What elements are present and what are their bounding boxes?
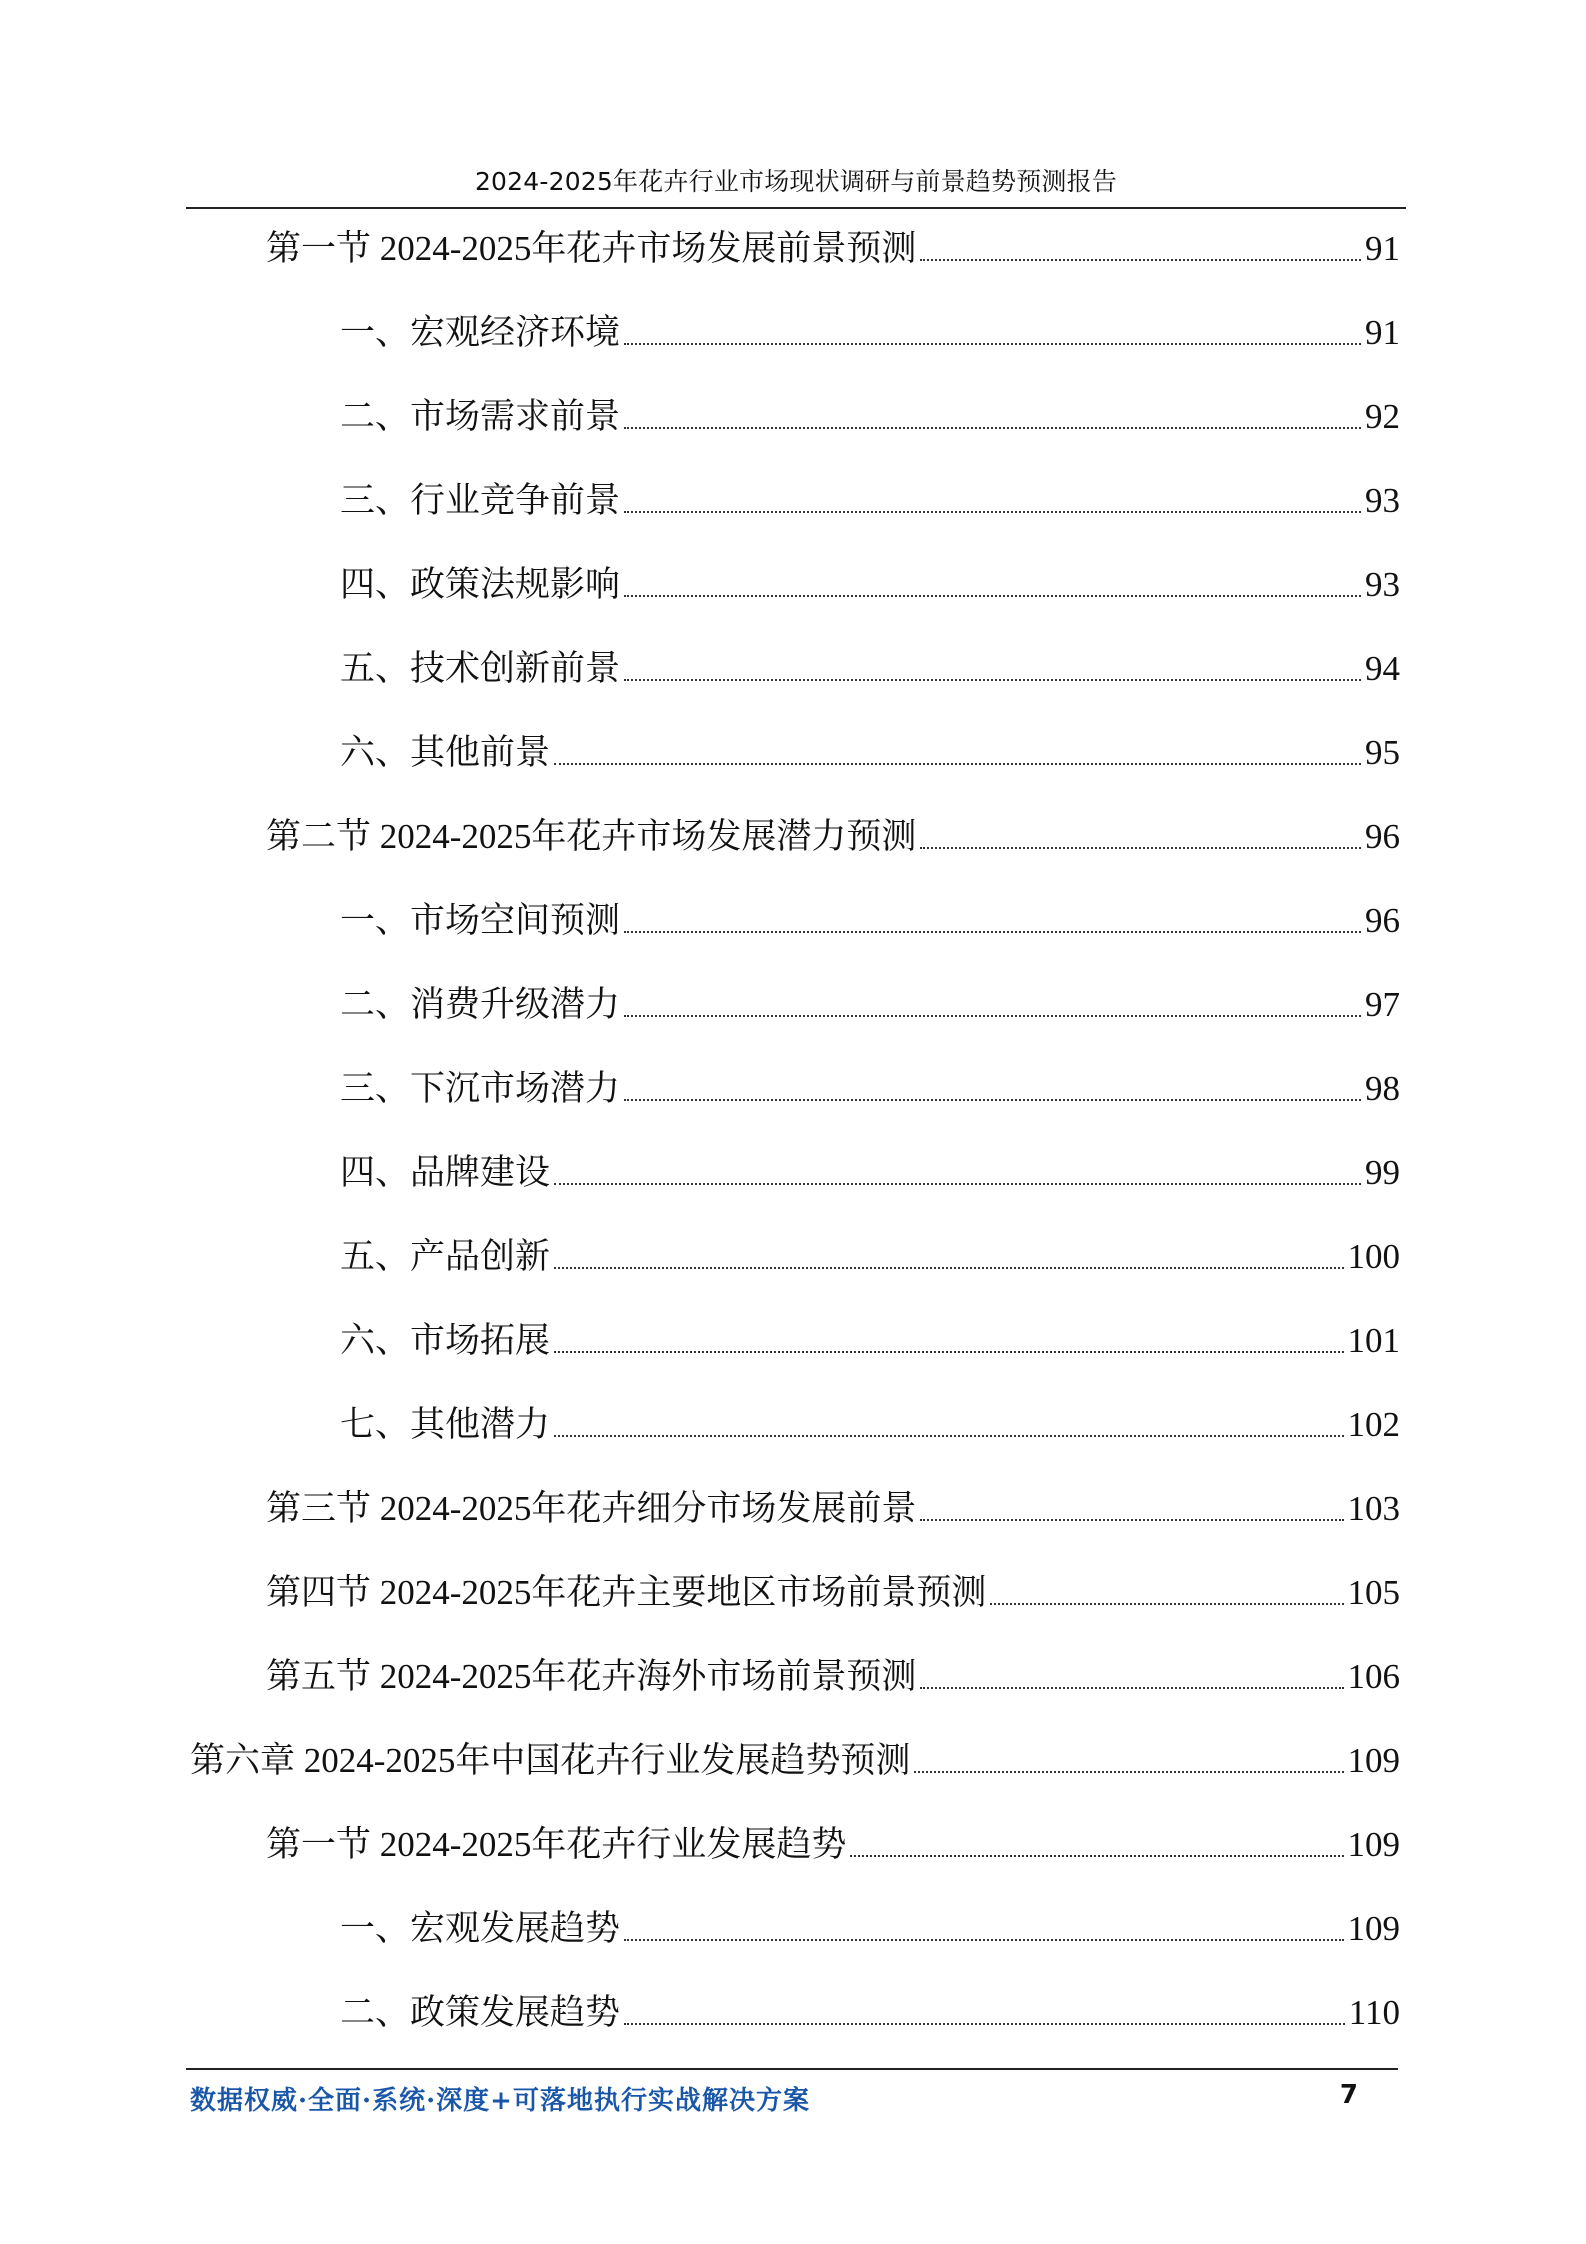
toc-entry-page: 95: [1365, 733, 1400, 772]
toc-entry[interactable]: [340, 1401, 1400, 1449]
toc-entry-title: 五、产品创新: [340, 1237, 551, 1276]
toc-dot-leader: [554, 763, 1361, 765]
toc-entry-page: 98: [1365, 1069, 1400, 1108]
toc-entry-page: 91: [1365, 229, 1400, 268]
toc-dot-leader: [624, 343, 1361, 345]
toc-entry-title: 第二节 2024-2025年花卉市场发展潜力预测: [266, 817, 917, 856]
toc-entry-title: 二、消费升级潜力: [340, 985, 621, 1024]
toc-dot-leader: [554, 1267, 1343, 1269]
toc-entry[interactable]: [190, 1737, 1400, 1785]
toc-entry-page: 109: [1347, 1825, 1400, 1864]
toc-entry-title: 二、市场需求前景: [340, 397, 621, 436]
toc-dot-leader: [624, 1015, 1361, 1017]
toc-entry-title: 五、技术创新前景: [340, 649, 621, 688]
toc-dot-leader: [624, 1099, 1361, 1101]
toc-dot-leader: [624, 2023, 1345, 2025]
toc-entry[interactable]: [340, 897, 1400, 945]
toc-entry-page: 91: [1365, 313, 1400, 352]
toc-entry-title: 第六章 2024-2025年中国花卉行业发展趋势预测: [190, 1741, 911, 1780]
toc-entry[interactable]: [340, 981, 1400, 1029]
toc-entry[interactable]: [340, 1905, 1400, 1953]
toc-entry-page: 94: [1365, 649, 1400, 688]
toc-entry[interactable]: [266, 225, 1400, 273]
toc-entry-title: 第一节 2024-2025年花卉行业发展趋势: [266, 1825, 847, 1864]
toc-entry-title: 第一节 2024-2025年花卉市场发展前景预测: [266, 229, 917, 268]
running-header: 2024-2025年花卉行业市场现状调研与前景趋势预测报告: [474, 167, 1118, 196]
toc-entry-page: 103: [1347, 1489, 1400, 1528]
toc-dot-leader: [920, 847, 1361, 849]
toc-dot-leader: [624, 931, 1361, 933]
toc-entry-page: 93: [1365, 481, 1400, 520]
toc-entry-title: 四、品牌建设: [340, 1153, 551, 1192]
toc-entry[interactable]: [266, 1821, 1400, 1869]
toc-entry-title: 一、宏观发展趋势: [340, 1909, 621, 1948]
toc-entry-page: 100: [1347, 1237, 1400, 1276]
toc-entry[interactable]: [266, 1569, 1400, 1617]
toc-entry[interactable]: [340, 645, 1400, 693]
toc-entry-title: 三、行业竞争前景: [340, 481, 621, 520]
toc-entry-title: 二、政策发展趋势: [340, 1993, 621, 2032]
toc-dot-leader: [850, 1855, 1343, 1857]
footer-divider: [186, 2068, 1398, 2070]
toc-dot-leader: [624, 427, 1361, 429]
footer-slogan: 数据权威·全面·系统·深度+可落地执行实战解决方案: [190, 2086, 810, 2116]
toc-entry-title: 一、市场空间预测: [340, 901, 621, 940]
toc-entry[interactable]: [340, 393, 1400, 441]
toc-entry[interactable]: [340, 729, 1400, 777]
toc-entry-title: 三、下沉市场潜力: [340, 1069, 621, 1108]
toc-dot-leader: [920, 259, 1361, 261]
toc-dot-leader: [920, 1519, 1343, 1521]
toc-entry-title: 第三节 2024-2025年花卉细分市场发展前景: [266, 1489, 917, 1528]
header-divider: [186, 207, 1406, 209]
toc-dot-leader: [554, 1351, 1343, 1353]
toc-entry[interactable]: [340, 1233, 1400, 1281]
toc-dot-leader: [624, 595, 1361, 597]
page-number: 7: [1339, 2080, 1358, 2110]
toc-entry-title: 七、其他潜力: [340, 1405, 551, 1444]
toc-entry-title: 第五节 2024-2025年花卉海外市场前景预测: [266, 1657, 917, 1696]
toc-entry-page: 97: [1365, 985, 1400, 1024]
toc-entry-page: 109: [1347, 1909, 1400, 1948]
toc-entry[interactable]: [340, 309, 1400, 357]
toc-entry-page: 109: [1347, 1741, 1400, 1780]
toc-entry-title: 六、市场拓展: [340, 1321, 551, 1360]
toc-entry-title: 四、政策法规影响: [340, 565, 621, 604]
toc-entry-title: 第四节 2024-2025年花卉主要地区市场前景预测: [266, 1573, 987, 1612]
toc-entry-title: 六、其他前景: [340, 733, 551, 772]
toc-entry[interactable]: [266, 1653, 1400, 1701]
toc-dot-leader: [624, 679, 1361, 681]
toc-entry-page: 102: [1347, 1405, 1400, 1444]
toc-entry-page: 101: [1347, 1321, 1400, 1360]
toc-dot-leader: [920, 1687, 1343, 1689]
toc-entry[interactable]: [266, 1485, 1400, 1533]
toc-entry[interactable]: [340, 1065, 1400, 1113]
toc-entry[interactable]: [340, 561, 1400, 609]
toc-entry-title: 一、宏观经济环境: [340, 313, 621, 352]
toc-entry-page: 105: [1347, 1573, 1400, 1612]
toc-dot-leader: [914, 1771, 1343, 1773]
toc-entry[interactable]: [340, 1317, 1400, 1365]
toc-entry-page: 96: [1365, 817, 1400, 856]
toc-entry[interactable]: [340, 1989, 1400, 2037]
toc-entry-page: 110: [1348, 1993, 1400, 2032]
toc-dot-leader: [990, 1603, 1343, 1605]
toc-entry-page: 96: [1365, 901, 1400, 940]
toc-dot-leader: [554, 1183, 1361, 1185]
toc-entry-page: 106: [1347, 1657, 1400, 1696]
toc-dot-leader: [624, 511, 1361, 513]
toc-entry-page: 92: [1365, 397, 1400, 436]
toc-entry-page: 99: [1365, 1153, 1400, 1192]
toc-dot-leader: [554, 1435, 1343, 1437]
toc-entry-page: 93: [1365, 565, 1400, 604]
toc-entry[interactable]: [340, 1149, 1400, 1197]
toc-entry[interactable]: [266, 813, 1400, 861]
toc-entry[interactable]: [340, 477, 1400, 525]
toc-dot-leader: [624, 1939, 1343, 1941]
